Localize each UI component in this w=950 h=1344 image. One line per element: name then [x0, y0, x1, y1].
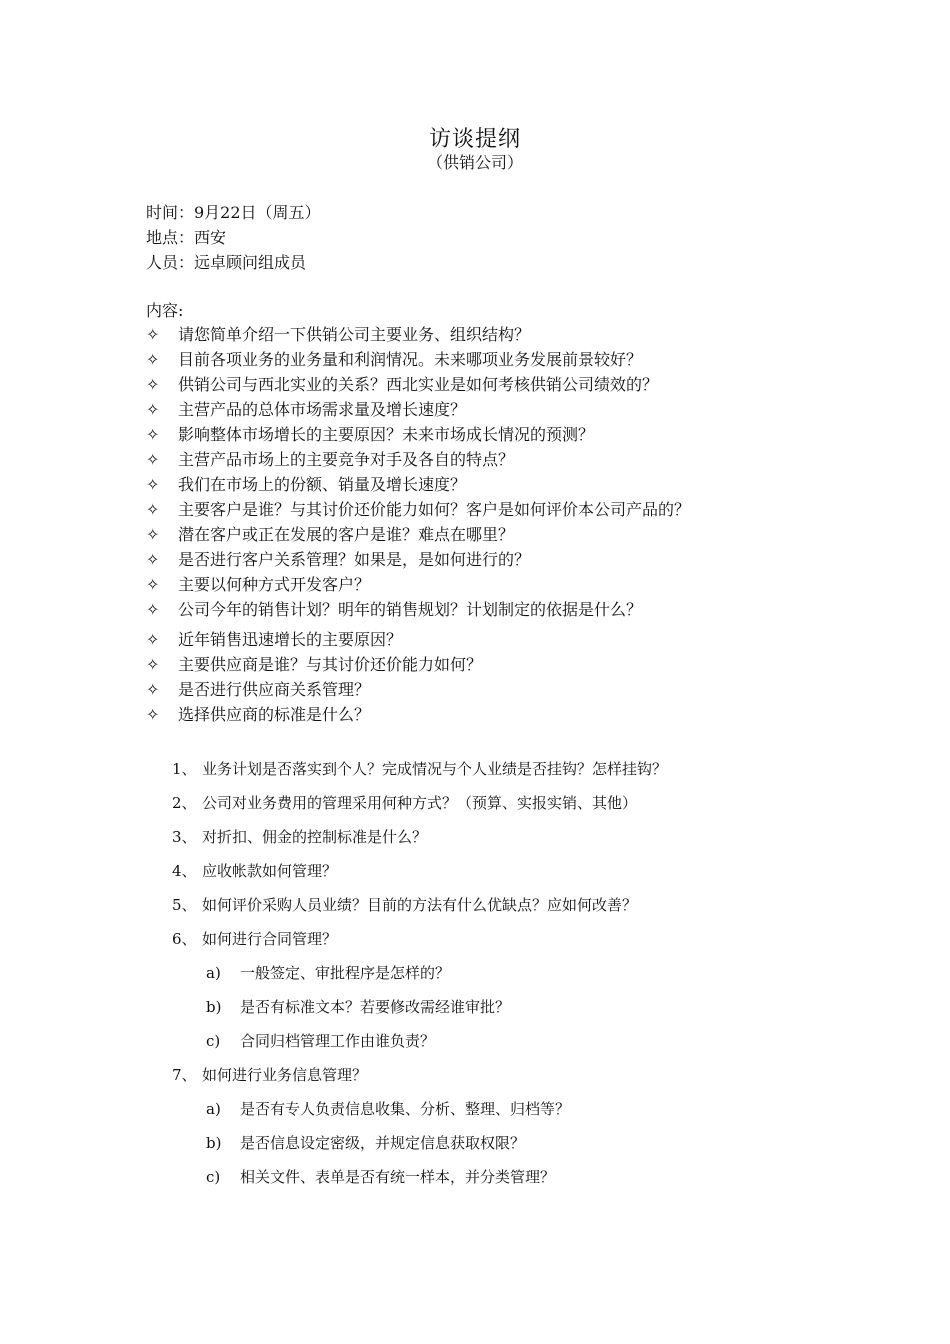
diamond-bullet-icon: ✧ [146, 550, 160, 569]
bullet-text: 主要供应商是谁？与其讨价还价能力如何？ [178, 655, 483, 674]
diamond-bullet-icon: ✧ [146, 525, 160, 544]
bullet-text: 请您简单介绍一下供销公司主要业务、组织结构？ [178, 325, 531, 344]
item-number: 1、 [172, 760, 197, 778]
bullet-text: 是否进行供应商关系管理？ [178, 680, 371, 699]
item-number: c) [206, 1032, 221, 1050]
bullet-text: 公司今年的销售计划？明年的销售规划？计划制定的依据是什么？ [178, 600, 643, 619]
item-number: 4、 [172, 862, 197, 880]
item-text: 对折扣、佣金的控制标准是什么？ [202, 828, 428, 846]
diamond-bullet-icon: ✧ [146, 325, 160, 344]
bullet-text: 影响整体市场增长的主要原因？未来市场成长情况的预测？ [178, 425, 595, 444]
bullet-text: 供销公司与西北实业的关系？西北实业是如何考核供销公司绩效的？ [178, 375, 659, 394]
diamond-bullet-icon: ✧ [146, 705, 160, 724]
diamond-bullet-icon: ✧ [146, 630, 160, 649]
item-text: 是否有标准文本？若要修改需经谁审批？ [240, 998, 511, 1016]
item-number: 3、 [172, 828, 197, 846]
item-text: 如何进行合同管理？ [202, 930, 338, 948]
item-number: 5、 [172, 896, 197, 914]
diamond-bullet-icon: ✧ [146, 400, 160, 419]
meta-time: 时间：9月22日（周五） [146, 203, 321, 222]
diamond-bullet-icon: ✧ [146, 655, 160, 674]
item-number: a) [206, 964, 221, 982]
document-subtitle: （供销公司） [426, 153, 523, 172]
bullet-text: 主营产品的总体市场需求量及增长速度？ [178, 400, 467, 419]
meta-people: 人员：远卓顾问组成员 [146, 253, 307, 272]
diamond-bullet-icon: ✧ [146, 475, 160, 494]
bullet-text: 选择供应商的标准是什么？ [178, 705, 371, 724]
item-text: 是否有专人负责信息收集、分析、整理、归档等？ [240, 1100, 571, 1118]
bullet-text: 近年销售迅速增长的主要原因？ [178, 630, 403, 649]
bullet-text: 主要客户是谁？与其讨价还价能力如何？客户是如何评价本公司产品的？ [178, 500, 691, 519]
bullet-text: 主营产品市场上的主要竞争对手及各自的特点？ [178, 450, 515, 469]
diamond-bullet-icon: ✧ [146, 375, 160, 394]
bullet-text: 目前各项业务的业务量和利润情况。未来哪项业务发展前景较好？ [178, 350, 643, 369]
meta-block [146, 200, 321, 275]
item-text: 应收帐款如何管理？ [202, 862, 338, 880]
diamond-bullet-icon: ✧ [146, 575, 160, 594]
diamond-bullet-icon: ✧ [146, 680, 160, 699]
diamond-bullet-icon: ✧ [146, 425, 160, 444]
document-title: 访谈提纲 [428, 127, 521, 152]
item-number: 7、 [172, 1066, 197, 1084]
bullet-text: 主要以何种方式开发客户？ [178, 575, 371, 594]
item-text: 相关文件、表单是否有统一样本，并分类管理？ [240, 1168, 556, 1186]
item-text: 如何进行业务信息管理？ [202, 1066, 368, 1084]
item-number: 2、 [172, 794, 197, 812]
bullet-text: 我们在市场上的份额、销量及增长速度？ [178, 475, 467, 494]
content-label: 内容: [146, 301, 184, 320]
diamond-bullet-icon: ✧ [146, 500, 160, 519]
item-text: 是否信息设定密级，并规定信息获取权限？ [240, 1134, 526, 1152]
item-number: a) [206, 1100, 221, 1118]
diamond-bullet-icon: ✧ [146, 600, 160, 619]
diamond-bullet-icon: ✧ [146, 350, 160, 369]
item-text: 如何评价采购人员业绩？目前的方法有什么优缺点？应如何改善？ [202, 896, 638, 914]
item-text: 业务计划是否落实到个人？完成情况与个人业绩是否挂钩？怎样挂钩？ [202, 760, 668, 778]
item-number: c) [206, 1168, 221, 1186]
item-number: 6、 [172, 930, 197, 948]
bullet-text: 是否进行客户关系管理？如果是，是如何进行的？ [178, 550, 531, 569]
item-text: 合同归档管理工作由谁负责？ [240, 1032, 436, 1050]
bullet-text: 潜在客户或正在发展的客户是谁？难点在哪里？ [178, 525, 515, 544]
item-number: b) [206, 1134, 222, 1152]
diamond-bullet-icon: ✧ [146, 450, 160, 469]
meta-place: 地点：西安 [146, 228, 227, 247]
item-text: 一般签定、审批程序是怎样的？ [240, 964, 451, 982]
item-text: 公司对业务费用的管理采用何种方式？（预算、实报实销、其他） [202, 794, 638, 812]
item-number: b) [206, 998, 222, 1016]
